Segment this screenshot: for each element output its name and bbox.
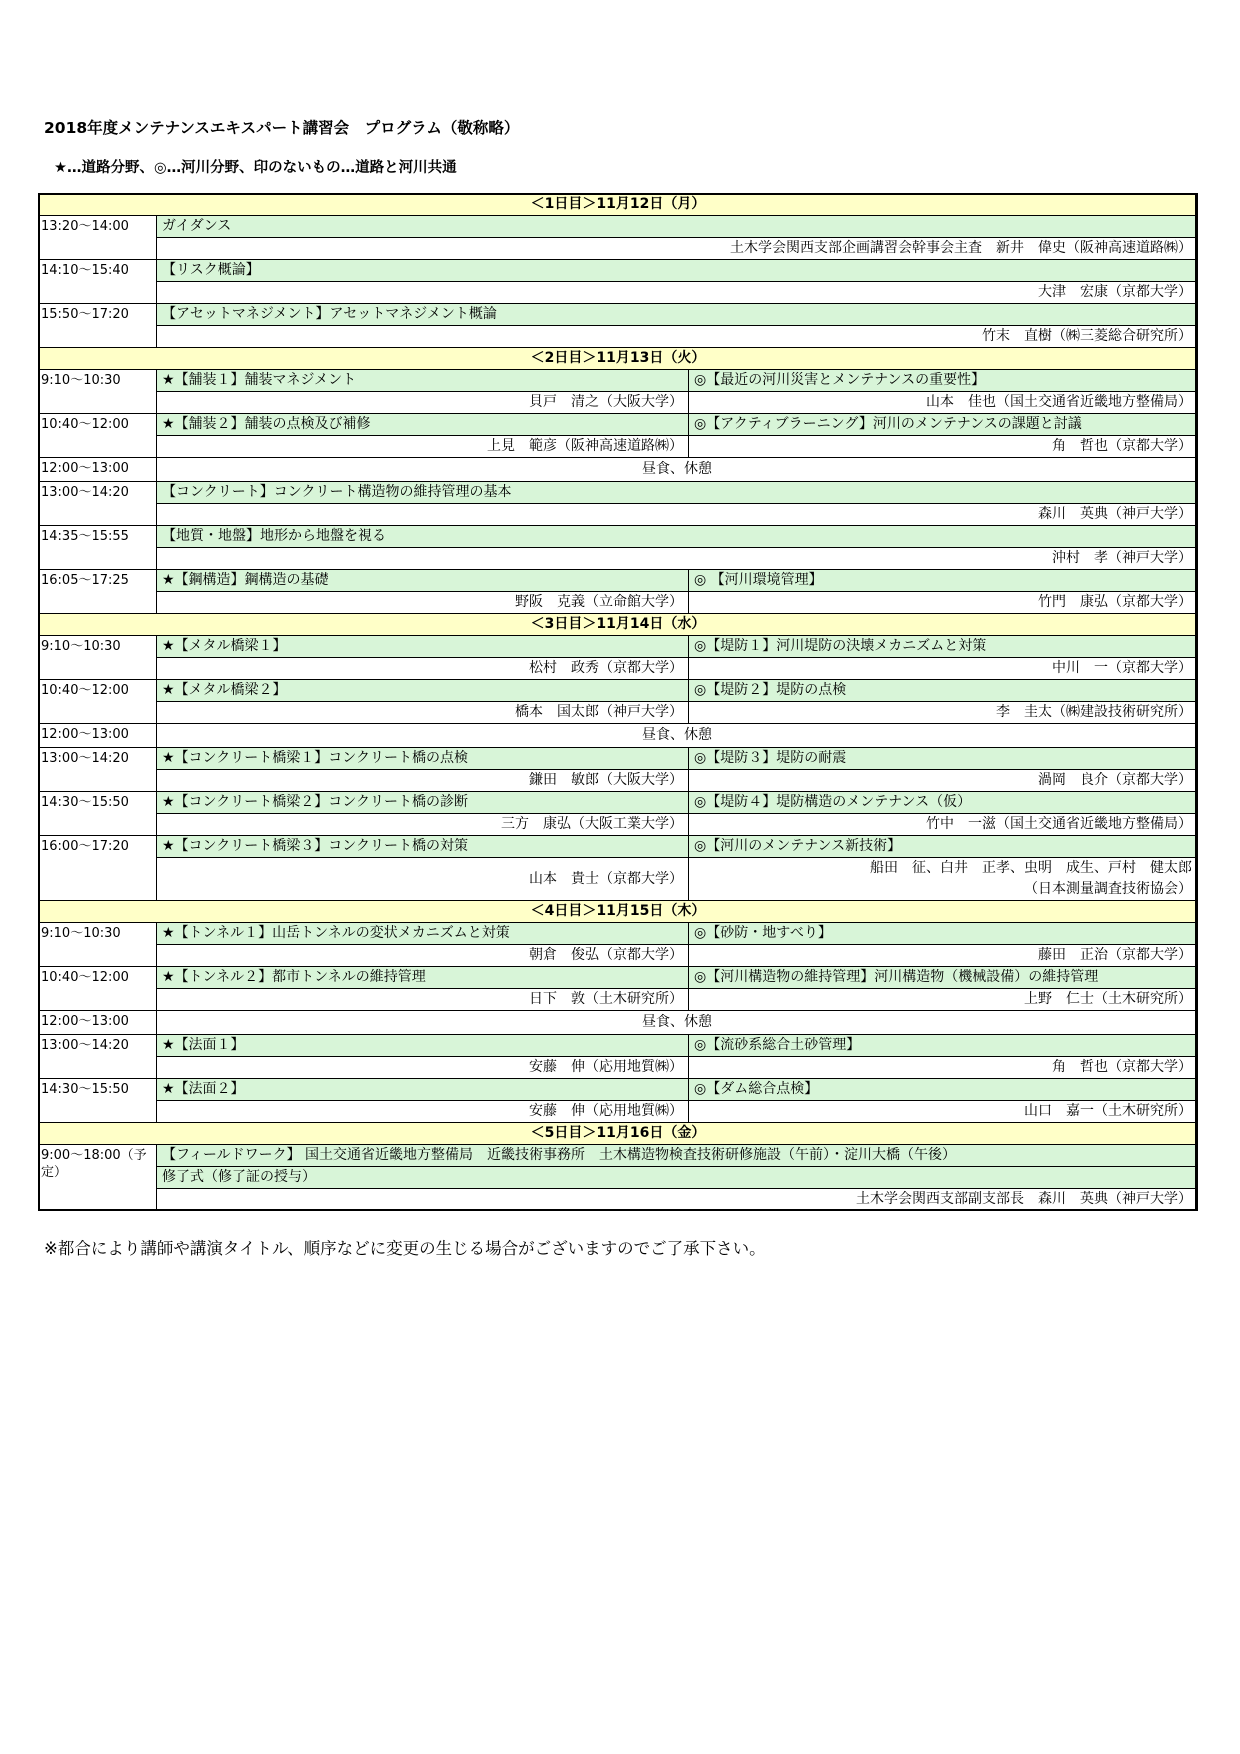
session-title-row (39, 967, 1198, 989)
session-time: 16:00～17:20 (39, 836, 157, 901)
session-time: 16:05～17:25 (39, 570, 157, 614)
road-session-speaker: 日下 敦（土木研究所） (157, 989, 689, 1011)
road-session-title: ★【メタル橋梁１】 (157, 636, 689, 658)
day-header: ＜5日目＞11月16日（金） (39, 1123, 1198, 1145)
session-title-row (39, 836, 1198, 858)
road-session-speaker: 三方 康弘（大阪工業大学） (157, 814, 689, 836)
session-title: 【アセットマネジメント】アセットマネジメント概論 (157, 304, 1198, 326)
session-title-row (39, 370, 1198, 392)
river-session-speaker: 竹中 一滋（国土交通省近畿地方整備局） (689, 814, 1198, 836)
session-title-row (39, 636, 1198, 658)
session-time: 12:00～13:00 (39, 724, 157, 748)
road-session-speaker: 安藤 伸（応用地質㈱） (157, 1057, 689, 1079)
session-title-row (39, 304, 1198, 326)
break-row (39, 1011, 1198, 1035)
session-speaker-row (39, 282, 1198, 304)
road-session-title: ★【トンネル１】山岳トンネルの変状メカニズムと対策 (157, 923, 689, 945)
river-session-title: ◎【流砂系総合土砂管理】 (689, 1035, 1198, 1057)
session-time: 14:30～15:50 (39, 1079, 157, 1123)
road-session-speaker: 野阪 克義（立命館大学） (157, 592, 689, 614)
day-header: ＜4日目＞11月15日（木） (39, 901, 1198, 923)
river-session-title: ◎ 【河川環境管理】 (689, 570, 1198, 592)
river-session-speaker (689, 858, 1198, 901)
session-title: ガイダンス (157, 216, 1198, 238)
session-title-row (39, 570, 1198, 592)
road-session-title: ★【法面１】 (157, 1035, 689, 1057)
session-speaker: 竹末 直樹（㈱三菱総合研究所） (157, 326, 1198, 348)
session-title-row (39, 526, 1198, 548)
session-speaker-row (39, 770, 1198, 792)
session-title-row (39, 260, 1198, 282)
session-title-row (39, 680, 1198, 702)
fieldwork-title: 【フィールドワーク】 国土交通省近畿地方整備局 近畿技術事務所 土木構造物検査技術研修施設（午前）・淀川大橋（午後） (157, 1145, 1198, 1167)
road-session-speaker: 山本 貴士（京都大学） (157, 858, 689, 901)
session-speaker-row (39, 945, 1198, 967)
river-session-title: ◎【アクティブラーニング】河川のメンテナンスの課題と討議 (689, 414, 1198, 436)
session-time: 10:40～12:00 (39, 967, 157, 1011)
session-title-row (39, 216, 1198, 238)
day-header: ＜2日目＞11月13日（火） (39, 348, 1198, 370)
road-session-title: ★【舗装２】舗装の点検及び補修 (157, 414, 689, 436)
river-session-title: ◎【最近の河川災害とメンテナンスの重要性】 (689, 370, 1198, 392)
break-label: 昼食、休憩 (157, 458, 1198, 482)
session-title: 【リスク概論】 (157, 260, 1198, 282)
session-time: 9:00～18:00（予定） (39, 1145, 157, 1211)
session-title-row (39, 923, 1198, 945)
session-time: 13:00～14:20 (39, 748, 157, 792)
session-time: 14:10～15:40 (39, 260, 157, 304)
session-title-row (39, 414, 1198, 436)
session-speaker: 土木学会関西支部企画講習会幹事会主査 新井 偉史（阪神高速道路㈱） (157, 238, 1198, 260)
break-label: 昼食、休憩 (157, 1011, 1198, 1035)
session-speaker-row (39, 814, 1198, 836)
river-session-speaker: 山本 佳也（国土交通省近畿地方整備局） (689, 392, 1198, 414)
session-time: 10:40～12:00 (39, 680, 157, 724)
day-header: ＜1日目＞11月12日（月） (39, 194, 1198, 216)
session-speaker-row (39, 592, 1198, 614)
river-session-title: ◎【堤防１】河川堤防の決壊メカニズムと対策 (689, 636, 1198, 658)
footnote: ※都合により講師や講演タイトル、順序などに変更の生じる場合がございますのでご了承下さい。 (44, 1239, 766, 1258)
session-title-row (39, 748, 1198, 770)
road-session-title: ★【法面２】 (157, 1079, 689, 1101)
road-session-title: ★【舗装１】舗装マネジメント (157, 370, 689, 392)
road-session-speaker: 朝倉 俊弘（京都大学） (157, 945, 689, 967)
session-speaker-row (39, 548, 1198, 570)
session-time: 9:10～10:30 (39, 636, 157, 680)
speaker-row (39, 1189, 1198, 1211)
day-header-row (39, 348, 1198, 370)
page-title: 2018年度メンテナンスエキスパート講習会 プログラム（敬称略） (44, 119, 520, 137)
road-session-speaker: 安藤 伸（応用地質㈱） (157, 1101, 689, 1123)
session-title-row (39, 482, 1198, 504)
river-session-speaker: 山口 嘉一（土木研究所） (689, 1101, 1198, 1123)
river-session-speaker: 角 哲也（京都大学） (689, 436, 1198, 458)
session-time: 14:35～15:55 (39, 526, 157, 570)
day-header-row (39, 614, 1198, 636)
river-session-title: ◎【ダム総合点検】 (689, 1079, 1198, 1101)
river-session-speaker: 上野 仁士（土木研究所） (689, 989, 1198, 1011)
break-row (39, 724, 1198, 748)
session-speaker-row (39, 702, 1198, 724)
river-session-speaker: 李 圭太（㈱建設技術研究所） (689, 702, 1198, 724)
session-speaker-row (39, 504, 1198, 526)
river-session-speaker: 藤田 正治（京都大学） (689, 945, 1198, 967)
session-time: 14:30～15:50 (39, 792, 157, 836)
river-session-speaker: 角 哲也（京都大学） (689, 1057, 1198, 1079)
road-session-title: ★【メタル橋梁２】 (157, 680, 689, 702)
legend-note: ★…道路分野、◎…河川分野、印のないもの…道路と河川共通 (54, 160, 457, 176)
session-speaker-row (39, 1101, 1198, 1123)
river-session-title: ◎【堤防２】堤防の点検 (689, 680, 1198, 702)
river-session-title: ◎【河川構造物の維持管理】河川構造物（機械設備）の維持管理 (689, 967, 1198, 989)
fieldwork-row (39, 1145, 1198, 1167)
day-header: ＜3日目＞11月14日（水） (39, 614, 1198, 636)
session-time: 13:20～14:00 (39, 216, 157, 260)
session-title-row (39, 1035, 1198, 1057)
session-speaker-row (39, 326, 1198, 348)
river-session-speaker: 竹門 康弘（京都大学） (689, 592, 1198, 614)
session-time: 12:00～13:00 (39, 458, 157, 482)
session-speaker-row (39, 392, 1198, 414)
session-speaker-row (39, 436, 1198, 458)
road-session-title: ★【トンネル２】都市トンネルの維持管理 (157, 967, 689, 989)
session-title-row (39, 1079, 1198, 1101)
speaker-affiliation: （日本測量調査技術協会） (1024, 881, 1192, 897)
river-session-title: ◎【堤防３】堤防の耐震 (689, 748, 1198, 770)
day-header-row (39, 194, 1198, 216)
day-header-row (39, 1123, 1198, 1145)
day-header-row (39, 901, 1198, 923)
road-session-speaker: 橋本 国太郎（神戸大学） (157, 702, 689, 724)
river-session-speaker: 渦岡 良介（京都大学） (689, 770, 1198, 792)
closing-row (39, 1167, 1198, 1189)
program-table (38, 193, 1198, 1211)
road-session-speaker: 上見 範彦（阪神高速道路㈱） (157, 436, 689, 458)
speaker-names: 船田 征、白井 正孝、虫明 成生、戸村 健太郎 (870, 860, 1192, 876)
road-session-title: ★【コンクリート橋梁３】コンクリート橋の対策 (157, 836, 689, 858)
session-time: 9:10～10:30 (39, 923, 157, 967)
session-speaker: 土木学会関西支部副支部長 森川 英典（神戸大学） (157, 1189, 1198, 1211)
session-speaker-row (39, 989, 1198, 1011)
session-speaker-row (39, 658, 1198, 680)
session-time: 9:10～10:30 (39, 370, 157, 414)
closing-title: 修了式（修了証の授与） (157, 1167, 1198, 1189)
break-label: 昼食、休憩 (157, 724, 1198, 748)
road-session-speaker: 鎌田 敏郎（大阪大学） (157, 770, 689, 792)
river-session-title: ◎【堤防４】堤防構造のメンテナンス（仮） (689, 792, 1198, 814)
session-speaker: 森川 英典（神戸大学） (157, 504, 1198, 526)
session-speaker: 大津 宏康（京都大学） (157, 282, 1198, 304)
river-session-speaker: 中川 一（京都大学） (689, 658, 1198, 680)
session-speaker: 沖村 孝（神戸大学） (157, 548, 1198, 570)
road-session-speaker: 貝戸 清之（大阪大学） (157, 392, 689, 414)
session-title-row (39, 792, 1198, 814)
session-speaker-row (39, 1057, 1198, 1079)
session-time: 13:00～14:20 (39, 482, 157, 526)
session-time: 15:50～17:20 (39, 304, 157, 348)
break-row (39, 458, 1198, 482)
session-speaker-row (39, 238, 1198, 260)
session-time: 13:00～14:20 (39, 1035, 157, 1079)
road-session-title: ★【コンクリート橋梁２】コンクリート橋の診断 (157, 792, 689, 814)
road-session-title: ★【コンクリート橋梁１】コンクリート橋の点検 (157, 748, 689, 770)
road-session-speaker: 松村 政秀（京都大学） (157, 658, 689, 680)
session-title: 【地質・地盤】地形から地盤を視る (157, 526, 1198, 548)
session-title: 【コンクリート】コンクリート構造物の維持管理の基本 (157, 482, 1198, 504)
road-session-title: ★【鋼構造】鋼構造の基礎 (157, 570, 689, 592)
session-time: 12:00～13:00 (39, 1011, 157, 1035)
session-speaker-row (39, 858, 1198, 901)
session-time: 10:40～12:00 (39, 414, 157, 458)
river-session-title: ◎【河川のメンテナンス新技術】 (689, 836, 1198, 858)
river-session-title: ◎【砂防・地すべり】 (689, 923, 1198, 945)
